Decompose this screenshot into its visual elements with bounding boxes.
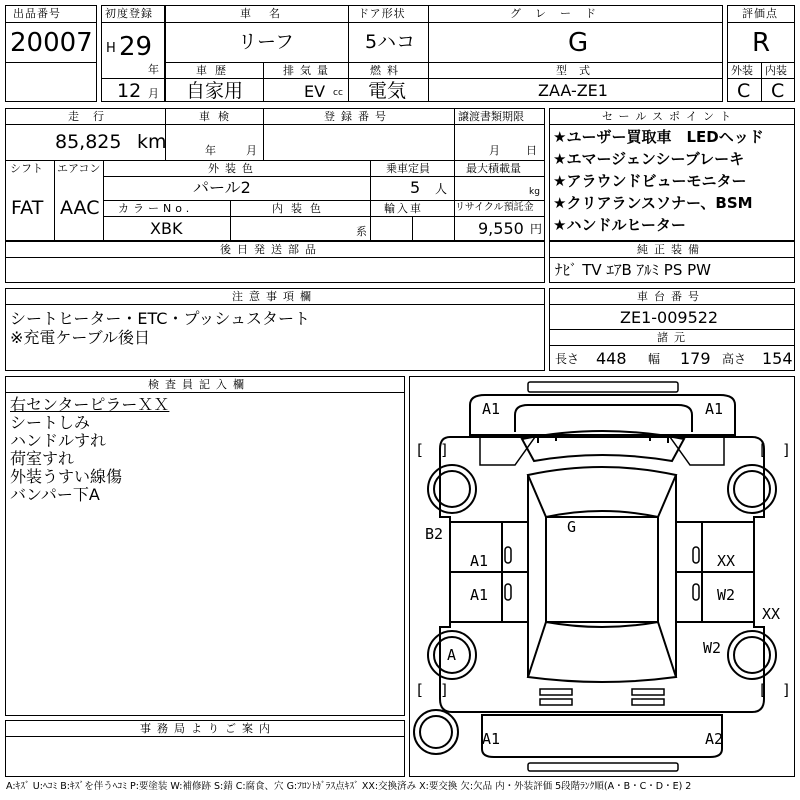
transfer-label: 譲渡書類期限 bbox=[458, 110, 524, 123]
displacement: EV bbox=[304, 82, 326, 101]
car-diagram bbox=[410, 377, 794, 776]
mark-left-rear-door: A1 bbox=[470, 586, 489, 604]
load-label: 最大積載量 bbox=[466, 162, 521, 175]
sales-point: ★ユーザー買取車 LEDヘッド bbox=[553, 128, 764, 146]
inspector-line: 荷室すれ bbox=[10, 449, 75, 468]
inspection-label: 車検 bbox=[199, 110, 237, 123]
bracket-right-bottom: [ bbox=[758, 681, 768, 699]
mileage-label: 走行 bbox=[68, 110, 118, 123]
inspector-line: ハンドルすれ bbox=[10, 431, 107, 450]
mark-rear-left: A1 bbox=[482, 730, 501, 748]
chassis-number: ZE1-009522 bbox=[620, 308, 719, 327]
reg-year: 29 bbox=[119, 32, 153, 62]
length-label: 長さ bbox=[555, 352, 580, 366]
inspector-line: 右センターピラーＸＸ bbox=[10, 395, 170, 414]
mark-front-right: A1 bbox=[705, 400, 724, 418]
mark-right-pillar: XX bbox=[762, 605, 781, 623]
model-label: 型式 bbox=[556, 64, 602, 77]
displacement-unit: cc bbox=[333, 88, 343, 98]
car-diagram-box bbox=[409, 376, 795, 777]
notes-label: 注意事項欄 bbox=[232, 290, 317, 303]
displacement-label: 排気量 bbox=[283, 64, 334, 77]
bracket-right-top: [ bbox=[758, 441, 768, 459]
width: 179 bbox=[680, 349, 711, 368]
sales-label: セールスポイント bbox=[602, 110, 738, 123]
capacity: 5 bbox=[410, 178, 421, 197]
interior-grade: C bbox=[771, 80, 785, 102]
grade-label: グレード bbox=[510, 7, 610, 20]
length: 448 bbox=[596, 349, 627, 368]
model: ZAA-ZE1 bbox=[538, 81, 608, 100]
mark-roof: G bbox=[567, 518, 577, 536]
tr-day-unit: 日 bbox=[526, 144, 537, 157]
inspector-line: シートしみ bbox=[10, 413, 91, 432]
bracket-right-top-close: ] bbox=[782, 441, 792, 459]
legend: A:ｷｽﾞ U:ﾍｺﾐ B:ｷｽﾞを伴うﾍｺﾐ P:要塗装 W:補修跡 S:錆 C:腐食、穴 G:ﾌﾛﾝﾄｶﾞﾗｽ点ｷｽﾞ XX:交換済み X:要交換 欠:欠品 内・外装評価 5段階ﾗﾝｸ順(A・B・C・D・E) 2 bbox=[6, 781, 692, 792]
later-parts-label: 後日発送部品 bbox=[220, 243, 322, 256]
bracket-left-bottom-close: ] bbox=[440, 681, 450, 699]
history: 自家用 bbox=[186, 80, 244, 102]
inspector-line: 外装うすい線傷 bbox=[10, 467, 123, 486]
height-label: 高さ bbox=[722, 352, 747, 366]
lot-label: 出品番号 bbox=[13, 7, 61, 20]
notes-line: ※充電ケーブル後日 bbox=[10, 328, 150, 347]
sales-point: ★ハンドルヒーター bbox=[553, 216, 686, 234]
car-name-label: 車名 bbox=[240, 7, 298, 20]
shift-label: シフト bbox=[10, 162, 43, 175]
mileage: 85,825 bbox=[55, 131, 122, 153]
fuel-label: 燃料 bbox=[370, 64, 404, 77]
ac: AAC bbox=[60, 197, 100, 219]
load-unit: kg bbox=[529, 187, 540, 197]
exterior-grade: C bbox=[737, 80, 751, 102]
recycle-amount: 9,550 bbox=[478, 219, 524, 238]
lot-number: 20007 bbox=[10, 28, 93, 58]
tr-month-unit: 月 bbox=[489, 144, 500, 157]
door-label: ドア形状 bbox=[358, 7, 406, 20]
height: 154 bbox=[762, 349, 793, 368]
shift: FAT bbox=[11, 197, 44, 219]
mileage-unit: km bbox=[137, 131, 167, 153]
mark-front-left: A1 bbox=[482, 400, 501, 418]
first-reg-label: 初度登録 bbox=[105, 7, 153, 20]
bracket-left-top: [ bbox=[415, 441, 425, 459]
capacity-label: 乗車定員 bbox=[386, 162, 430, 175]
fuel: 電気 bbox=[368, 80, 407, 102]
width-label: 幅 bbox=[648, 352, 661, 366]
bracket-left-top-close: ] bbox=[440, 441, 450, 459]
car-name: リーフ bbox=[238, 31, 295, 53]
exterior-label: 外装 bbox=[731, 64, 753, 77]
year-unit: 年 bbox=[148, 63, 159, 76]
reg-month: 12 bbox=[117, 80, 142, 102]
color-no-label: カラーNo. bbox=[118, 202, 194, 215]
office-label: 事務局よりご案内 bbox=[140, 722, 276, 735]
insp-month-unit: 月 bbox=[246, 144, 257, 157]
color-no: XBK bbox=[150, 219, 183, 238]
mark-right-rear-door: W2 bbox=[717, 586, 736, 604]
mark-left-front-door: A1 bbox=[470, 552, 489, 570]
score: R bbox=[752, 28, 771, 58]
grade: G bbox=[568, 28, 589, 58]
insp-year-unit: 年 bbox=[205, 144, 216, 157]
color-label: 外装色 bbox=[208, 162, 259, 175]
chassis-label: 車台番号 bbox=[637, 290, 705, 303]
inspector-line: バンパー下A bbox=[10, 485, 100, 504]
mark-left-rear-wheel: A bbox=[447, 646, 457, 664]
int-color-unit: 系 bbox=[356, 225, 367, 238]
mark-right-front-door: XX bbox=[717, 552, 736, 570]
inspector-label: 検査員記入欄 bbox=[148, 378, 250, 391]
equipment-list: ﾅﾋﾞ TV ｴｱB ｱﾙﾐ PS PW bbox=[555, 261, 711, 279]
mark-rear-right: A2 bbox=[705, 730, 724, 748]
notes-line: シートヒーター・ETC・プッシュスタート bbox=[10, 309, 311, 328]
mark-left-side: B2 bbox=[425, 525, 444, 543]
score-label: 評価点 bbox=[742, 7, 778, 20]
recycle-unit: 円 bbox=[530, 222, 543, 236]
int-color-label: 内装色 bbox=[272, 202, 329, 215]
bracket-right-bottom-close: ] bbox=[782, 681, 792, 699]
ac-label: エアコン bbox=[57, 162, 101, 175]
month-unit: 月 bbox=[148, 87, 159, 100]
era: H bbox=[106, 41, 116, 56]
reg-no-label: 登録番号 bbox=[324, 110, 392, 123]
mark-right-rear-fender: W2 bbox=[703, 639, 722, 657]
door-type: 5ハコ bbox=[365, 31, 416, 53]
bracket-left-bottom: [ bbox=[415, 681, 425, 699]
dims-label: 諸元 bbox=[657, 331, 691, 344]
recycle-label: リサイクル預託金 bbox=[455, 202, 534, 213]
capacity-unit: 人 bbox=[435, 182, 448, 196]
equipment-label: 純正装備 bbox=[637, 243, 705, 256]
import-label: 輸入車 bbox=[384, 202, 423, 215]
sales-point: ★アラウンドビューモニター bbox=[553, 172, 747, 190]
history-label: 車歴 bbox=[196, 64, 234, 77]
sales-point: ★エマージェンシーブレーキ bbox=[553, 150, 745, 168]
color: パール2 bbox=[193, 178, 251, 197]
sales-point: ★クリアランスソナー、BSM bbox=[553, 194, 753, 212]
interior-label: 内装 bbox=[765, 64, 787, 77]
